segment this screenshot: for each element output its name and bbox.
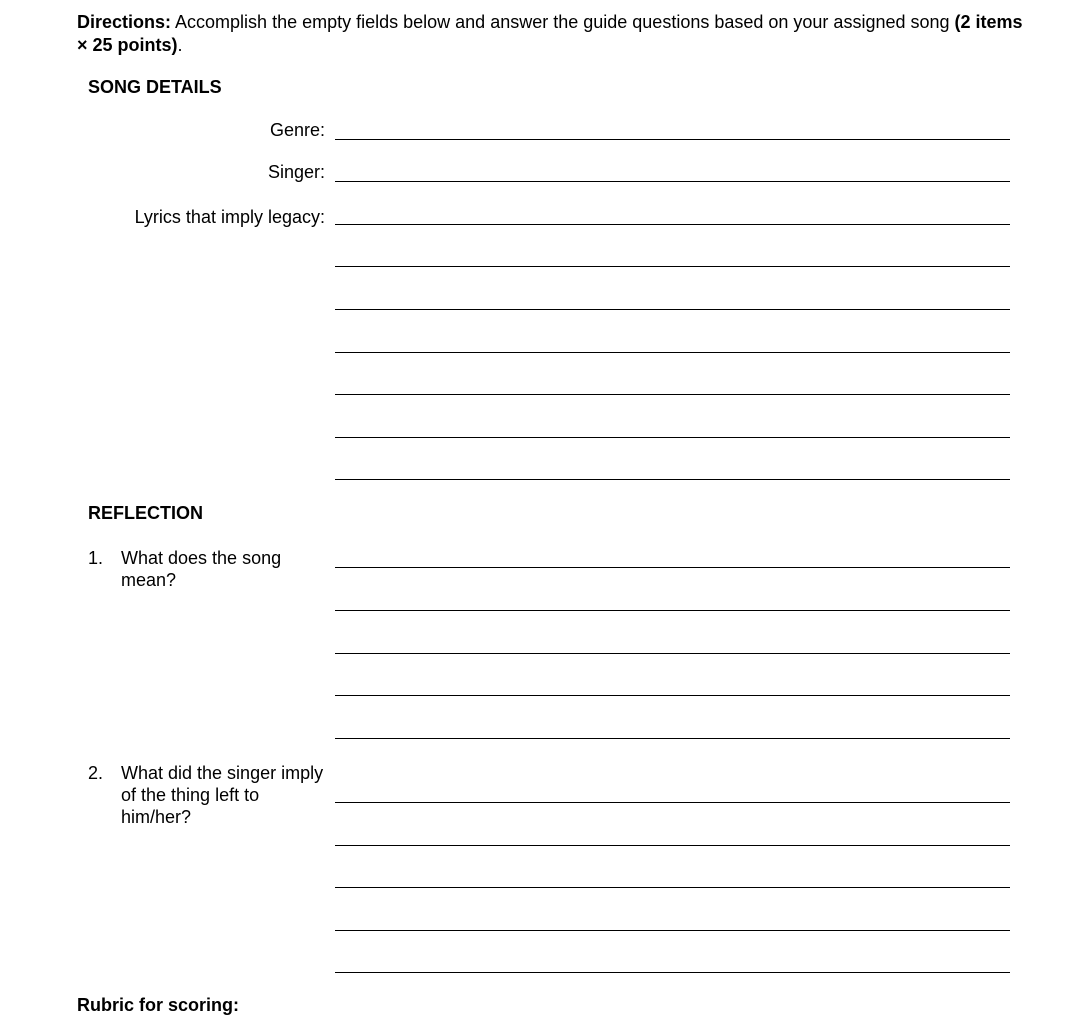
answer-2-line[interactable] xyxy=(335,972,1010,973)
lyrics-field-line[interactable] xyxy=(335,224,1010,225)
answer-1-line[interactable] xyxy=(335,653,1010,654)
question-1-number: 1. xyxy=(88,548,104,568)
answer-1-line[interactable] xyxy=(335,695,1010,696)
answer-2-line[interactable] xyxy=(335,887,1010,888)
question-2-text: What did the singer imply of the thing left to him/her? xyxy=(121,763,324,827)
singer-label: Singer: xyxy=(267,162,325,182)
directions-suffix: . xyxy=(177,35,183,55)
lyrics-field-line[interactable] xyxy=(335,437,1010,438)
song-details-heading: SONG DETAILS xyxy=(88,77,222,97)
directions-label: Directions: xyxy=(77,12,172,32)
lyrics-label: Lyrics that imply legacy: xyxy=(134,207,325,227)
genre-label: Genre: xyxy=(269,120,325,140)
answer-2-line[interactable] xyxy=(335,802,1010,803)
reflection-heading: REFLECTION xyxy=(88,503,203,523)
lyrics-field-line[interactable] xyxy=(335,266,1010,267)
rubric-heading-cut: Rubric for scoring: xyxy=(77,995,240,1015)
genre-field-line[interactable] xyxy=(335,139,1010,140)
directions-points: (2 items × 25 points) xyxy=(77,12,1023,55)
lyrics-field-line[interactable] xyxy=(335,309,1010,310)
directions-paragraph xyxy=(77,11,1037,57)
answer-1-line[interactable] xyxy=(335,610,1010,611)
answer-1-line[interactable] xyxy=(335,567,1010,568)
question-2-number: 2. xyxy=(88,763,104,783)
answer-2-line[interactable] xyxy=(335,845,1010,846)
answer-2-line[interactable] xyxy=(335,930,1010,931)
question-1-text: What does the song mean? xyxy=(121,548,282,590)
answer-1-line[interactable] xyxy=(335,738,1010,739)
lyrics-field-line[interactable] xyxy=(335,394,1010,395)
directions-text: Accomplish the empty fields below and answer the guide questions based on your assigned song xyxy=(171,12,955,32)
lyrics-field-line[interactable] xyxy=(335,479,1010,480)
lyrics-field-line[interactable] xyxy=(335,352,1010,353)
singer-field-line[interactable] xyxy=(335,181,1010,182)
